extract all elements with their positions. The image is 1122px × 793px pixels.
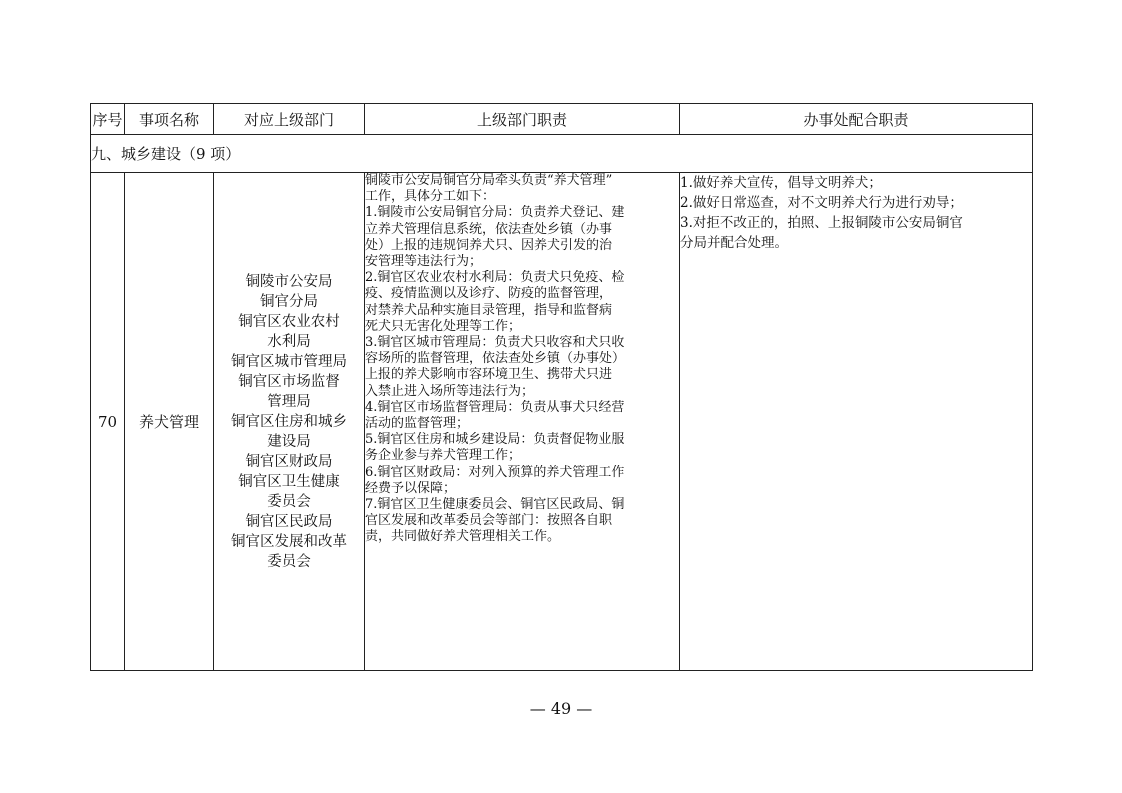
cooperation-line: 3.对拒不改正的，拍照、上报铜陵市公安局铜官: [680, 215, 963, 231]
duty-line: 3.铜官区城市管理局：负责犬只收容和犬只收: [365, 335, 625, 351]
page-number: — 49 —: [529, 699, 593, 718]
department-line: 管理局: [267, 393, 311, 410]
duty-line: 容场所的监督管理，依法查处乡镇（办事处）: [365, 351, 626, 367]
duty-line: 6.铜官区财政局：对列入预算的养犬管理工作: [365, 464, 625, 480]
header-row: [91, 104, 1033, 135]
department-line: 铜官区市场监督: [238, 373, 340, 390]
row-number: 70: [91, 173, 125, 671]
duty-line: 处）上报的违规饲养犬只、因养犬引发的治: [365, 237, 613, 253]
cooperation-line: 分局并配合处理。: [680, 235, 788, 251]
duty-line: 上报的养犬影响市容环境卫生、携带犬只进: [365, 367, 613, 383]
duty-line: 务企业参与养犬管理工作；: [365, 448, 522, 464]
section-row: [91, 135, 1033, 173]
department-line: 铜官区住房和城乡: [231, 413, 347, 430]
duty-line: 官区发展和改革委员会等部门：按照各自职: [365, 513, 613, 529]
duty-line: 责，共同做好养犬管理相关工作。: [365, 529, 561, 545]
row-departments: [214, 173, 365, 671]
department-line: 委员会: [267, 553, 311, 570]
department-line: 铜官区城市管理局: [231, 353, 347, 370]
row-duties: [365, 173, 680, 671]
duty-line: 1.铜陵市公安局铜官分局：负责养犬登记、建: [365, 205, 625, 221]
row-item-name: 养犬管理: [125, 173, 214, 671]
duty-line: 入禁止进入场所等违法行为；: [365, 383, 535, 399]
department-line: 铜官区发展和改革: [231, 533, 347, 550]
duty-line: 活动的监督管理；: [365, 416, 470, 432]
responsibility-table: [90, 103, 1033, 671]
duty-line: 4.铜官区市场监督管理局：负责从事犬只经营: [365, 399, 625, 415]
duty-line: 立养犬管理信息系统，依法查处乡镇（办事: [365, 221, 613, 237]
cooperation-line: 1.做好养犬宣传，倡导文明养犬；: [680, 175, 882, 191]
department-line: 铜官分局: [260, 293, 318, 310]
header-number: 序号: [91, 104, 125, 135]
duty-line: 铜陵市公安局铜官分局牵头负责“养犬管理”: [365, 173, 613, 188]
duty-line: 工作，具体分工如下：: [365, 189, 496, 205]
duty-line: 2.铜官区农业农村水利局：负责犬只免疫、检: [365, 270, 625, 286]
department-line: 铜陵市公安局: [245, 273, 333, 290]
department-line: 铜官区农业农村: [238, 313, 340, 330]
department-line: 铜官区民政局: [245, 513, 333, 530]
row-cooperation: [680, 173, 1033, 671]
department-line: 建设局: [267, 433, 311, 450]
department-line: 委员会: [267, 493, 311, 510]
duty-line: 安管理等违法行为；: [365, 254, 483, 270]
duty-line: 对禁养犬品种实施目录管理，指导和监督病: [365, 302, 613, 318]
header-duties: 上级部门职责: [365, 104, 680, 135]
duty-line: 疫、疫情监测以及诊疗、防疫的监督管理，: [365, 286, 613, 302]
duty-line: 5.铜官区住房和城乡建设局：负责督促物业服: [365, 432, 625, 448]
department-line: 铜官区财政局: [245, 453, 333, 470]
department-line: 铜官区卫生健康: [238, 473, 340, 490]
section-title: 九、城乡建设（9 项）: [91, 135, 1033, 173]
cooperation-line: 2.做好日常巡查，对不文明养犬行为进行劝导；: [680, 195, 963, 211]
duty-line: 经费予以保障；: [365, 480, 457, 496]
duty-line: 死犬只无害化处理等工作；: [365, 318, 522, 334]
header-departments: 对应上级部门: [214, 104, 365, 135]
header-item-name: 事项名称: [125, 104, 214, 135]
table-row: [91, 173, 1033, 671]
header-cooperation: 办事处配合职责: [680, 104, 1033, 135]
department-line: 水利局: [267, 333, 311, 350]
duty-line: 7.铜官区卫生健康委员会、铜官区民政局、铜: [365, 497, 625, 513]
